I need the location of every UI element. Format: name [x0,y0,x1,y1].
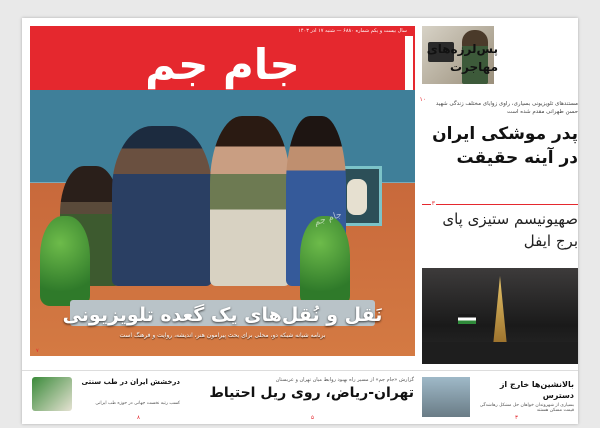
top-story-page: ۱۰ [419,96,426,103]
crowd-shape [422,342,578,364]
bottom-story-3-desc: کسب رتبه نخست جهانی در حوزه طب ایرانی [95,401,180,406]
main-subline: برنامه شبانه شبکه دو، محلی برای بحث پیرامون هنر، اندیشه، روایت و فرهنگ است [119,332,326,339]
top-story[interactable] [419,26,578,103]
masthead [30,26,415,96]
lead-page-number: ۳ [431,200,435,207]
lead-intro: مستندهای تلویزیونی بسیاری، راوی زوایای مختلف زندگی شهید حسن طهرانی مقدم شده است [435,101,578,115]
masthead-topline: سال بیست و یکم شماره ۶۸۸۰ — شنبه ۱۷ آذر ۱۴۰۳ [298,28,407,34]
newspaper-logo: جام جم [145,40,300,89]
lead-title: پدر موشکی ایران در آینه حقیقت [432,124,578,168]
bottom-row [22,370,578,424]
building-thumbnail [422,377,470,417]
bottom-story-2-kicker: گزارش «جام جم» از مسیر راه بهبود روابط میان تهران و عربستان [275,377,414,383]
person-figure [112,126,212,286]
bottom-story-2-title: تهران-ریاض، روی ریل احتیاط [209,385,414,401]
tradition-thumbnail [32,377,72,411]
bottom-story-3-page: ۸ [137,415,140,421]
bottom-story-1-title: بالانشین‌ها خارج از دسترس [499,380,574,400]
main-headline[interactable]: نَقل و نُقل‌های یک گعده تلویزیونی [62,304,383,326]
eiffel-tower-shape [493,276,507,346]
newspaper-front-page [22,18,578,424]
bottom-story-3-title: درخشش ایران در طب سنتی [81,378,180,386]
bottom-story-1-page: ۳ [515,415,518,421]
watermark: جام جم [313,209,344,229]
bottom-story-2-page: ۵ [311,415,314,421]
main-page-number: ۷ [36,348,39,354]
issue-strip [405,36,413,92]
protest-photo [422,268,578,364]
plant-shape [40,216,90,306]
vase-shape [347,179,367,215]
divider [422,204,578,205]
person-figure [210,116,290,286]
bottom-story-2[interactable] [188,371,414,424]
bottom-story-1[interactable] [422,371,578,424]
top-story-title: پس‌لرزه‌های مهاجرت [426,42,498,74]
bottom-story-1-desc: بسیاری از شهروندان خواهان حل مشکل رهاشدگی قیمت مسکن هستند [479,403,574,413]
plant-shape [300,216,350,306]
lead-story[interactable] [422,100,578,370]
bottom-story-3[interactable] [30,371,180,424]
flag-icon [458,314,476,324]
second-title: صهیونیسم ستیزی پای برج ایفل [442,210,578,250]
